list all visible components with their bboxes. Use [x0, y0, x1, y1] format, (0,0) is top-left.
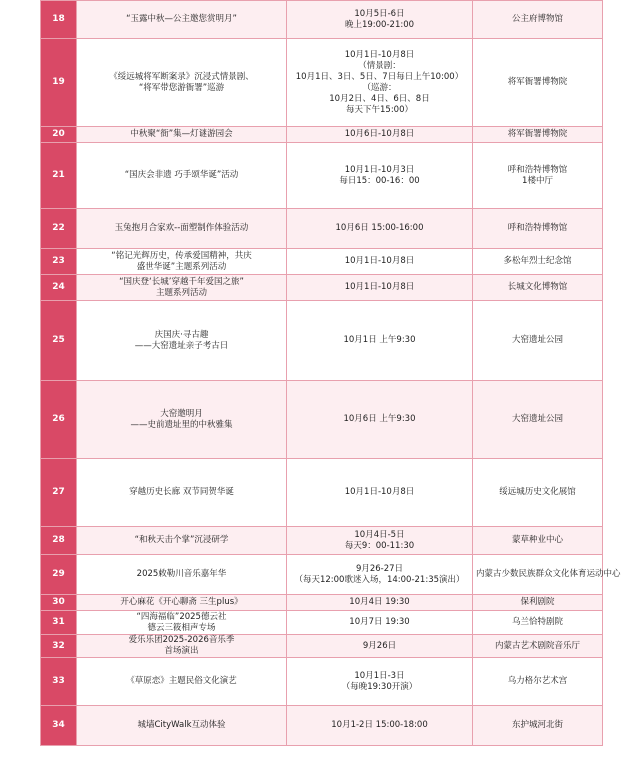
- event-venue: [473, 706, 603, 746]
- event-time-line: 10月2日、4日、6日、8日: [329, 93, 430, 104]
- event-venue: [473, 127, 603, 143]
- event-time-line: （巡游：: [362, 82, 397, 93]
- table-row: [41, 706, 603, 746]
- event-name-line: 主题系列活动: [155, 287, 207, 298]
- event-name: [77, 611, 287, 635]
- event-venue-line: 内蒙古少数民族群众文化体育运动中心: [476, 569, 621, 579]
- event-name-line: “将军带您游衙署”巡游: [138, 82, 225, 93]
- event-name-line: 庆国庆·寻古趣: [154, 329, 209, 340]
- row-number: 26: [41, 381, 77, 459]
- event-time-line: 10月1-2日 15:00-18:00: [331, 720, 428, 730]
- event-name: [77, 706, 287, 746]
- event-venue: [473, 301, 603, 381]
- event-name: [77, 555, 287, 595]
- event-name-line: 中秋聚“衙”集—灯谜游园会: [130, 129, 233, 139]
- event-time-line: （每天12:00歌迷入场，14:00-21:35演出）: [294, 574, 465, 585]
- event-name: [77, 39, 287, 127]
- event-time-line: 10月1日-10月8日: [344, 256, 415, 266]
- table-row: [41, 595, 603, 611]
- event-time-line: 晚上19:00-21:00: [344, 19, 415, 30]
- event-name-line: 盛世华诞”主题系列活动: [136, 261, 227, 272]
- event-venue: [473, 39, 603, 127]
- event-time-line: （情景剧：: [358, 60, 401, 71]
- event-venue: [473, 658, 603, 706]
- row-number: 31: [41, 611, 77, 635]
- event-venue: [473, 527, 603, 555]
- event-time: [287, 459, 473, 527]
- event-venue-line: 乌兰恰特剧院: [511, 617, 563, 627]
- table-row: [41, 209, 603, 249]
- event-time: [287, 249, 473, 275]
- row-number: 18: [41, 1, 77, 39]
- event-name-line: 爱乐乐团2025-2026音乐季: [128, 635, 235, 645]
- event-time-line: 10月4日 19:30: [349, 597, 410, 607]
- event-time-line: 每天9：00-11:30: [344, 540, 415, 551]
- table-row: [41, 1, 603, 39]
- row-number: 24: [41, 275, 77, 301]
- event-name: [77, 381, 287, 459]
- table-row: [41, 275, 603, 301]
- event-venue-line: 呼和浩特博物馆: [507, 164, 568, 175]
- event-venue: [473, 249, 603, 275]
- table-row: [41, 381, 603, 459]
- event-time: [287, 635, 473, 658]
- event-venue-line: 乌力格尔艺术宫: [507, 676, 568, 686]
- event-venue-line: 大窑遗址公园: [511, 414, 563, 424]
- table-row: [41, 555, 603, 595]
- events-table: [40, 0, 621, 746]
- event-name: [77, 527, 287, 555]
- event-time: [287, 209, 473, 249]
- event-time-line: 9月26-27日: [355, 563, 404, 574]
- row-number: 25: [41, 301, 77, 381]
- event-time-line: 10月1日 上午9:30: [343, 335, 416, 345]
- event-name: [77, 595, 287, 611]
- event-name: [77, 635, 287, 658]
- event-venue: [473, 209, 603, 249]
- event-venue-line: 蒙草种业中心: [511, 535, 563, 545]
- event-name: [77, 249, 287, 275]
- event-name: [77, 459, 287, 527]
- row-number: 32: [41, 635, 77, 658]
- table-row: [41, 39, 603, 127]
- event-venue-line: 呼和浩特博物馆: [507, 223, 568, 233]
- event-time-line: 10月1日-10月8日: [344, 49, 415, 60]
- event-name-line: 玉兔抱月合家欢--面塑制作体验活动: [114, 223, 249, 233]
- event-venue: [473, 595, 603, 611]
- table-row: [41, 611, 603, 635]
- event-venue: [473, 635, 603, 658]
- event-name-line: “和秋天击个掌”沉浸研学: [134, 535, 229, 545]
- event-name-line: “铭记光辉历史，传承爱国精神，共庆: [111, 250, 252, 261]
- event-name-line: “玉露中秋—公主邀您赏明月”: [126, 14, 237, 24]
- event-time-line: 10月7日 19:30: [349, 617, 410, 627]
- event-name-line: 首场演出: [164, 646, 199, 656]
- event-time-line: 10月5日-6日: [354, 8, 405, 19]
- event-name-line: 德云三筱相声专场: [147, 622, 216, 633]
- table-row: [41, 635, 603, 658]
- event-venue: [473, 555, 621, 595]
- event-time-line: 9月26日: [362, 640, 397, 651]
- event-name-line: 穿越历史长廊 双节同贺华诞: [129, 487, 234, 497]
- table-row: [41, 527, 603, 555]
- event-name-line: 城墙CityWalk互动体验: [137, 720, 226, 730]
- event-name-line: 《绥远城将军断案录》沉浸式情景剧、: [109, 71, 254, 82]
- event-time-line: 每天下午15:00）: [346, 104, 413, 115]
- row-number: 23: [41, 249, 77, 275]
- row-number: 29: [41, 555, 77, 595]
- row-number: 30: [41, 595, 77, 611]
- event-name: [77, 209, 287, 249]
- event-time: [287, 527, 473, 555]
- event-name-line: 大窑邀明月: [160, 408, 203, 419]
- event-time: [287, 1, 473, 39]
- row-number: 21: [41, 143, 77, 209]
- event-name-line: 2025敕勒川音乐嘉年华: [136, 569, 227, 579]
- table-row: [41, 143, 603, 209]
- event-time-line: 10月1日-3日: [354, 670, 405, 681]
- event-venue-line: 东护城河北街: [511, 720, 563, 730]
- event-name-line: ——史前遗址里的中秋雅集: [130, 419, 233, 430]
- table-row: [41, 249, 603, 275]
- event-time: [287, 595, 473, 611]
- event-time-line: 10月6日 上午9:30: [343, 414, 416, 424]
- event-time: [287, 39, 473, 127]
- event-time-line: 10月1日-10月8日: [344, 282, 415, 292]
- event-name: [77, 301, 287, 381]
- event-time-line: 10月1日-10月8日: [344, 487, 415, 497]
- table-row: [41, 127, 603, 143]
- table-row: [41, 459, 603, 527]
- event-name: [77, 658, 287, 706]
- event-venue-line: 多松年烈士纪念馆: [503, 256, 572, 266]
- event-time-line: 10月4日-5日: [354, 529, 405, 540]
- event-venue: [473, 275, 603, 301]
- row-number: 34: [41, 706, 77, 746]
- event-name: [77, 143, 287, 209]
- event-time-line: 每日15：00-16：00: [339, 175, 420, 186]
- event-venue-line: 大窑遗址公园: [511, 335, 563, 345]
- row-number: 20: [41, 127, 77, 143]
- event-time-line: （每晚19:30开演）: [341, 681, 418, 692]
- event-name-line: 《草原恋》主题民俗文化演艺: [126, 676, 237, 686]
- events-table-body: [41, 1, 621, 746]
- event-time: [287, 143, 473, 209]
- event-venue-line: 将军衙署博物院: [507, 77, 568, 87]
- event-name-line: “国庆会非遗 巧手颂华诞”活动: [124, 170, 239, 180]
- event-venue: [473, 611, 603, 635]
- event-name-line: ——大窑遗址亲子考古日: [134, 340, 229, 351]
- event-venue: [473, 459, 603, 527]
- event-venue: [473, 143, 603, 209]
- table-row: [41, 301, 603, 381]
- event-time-line: 10月6日 15:00-16:00: [335, 223, 424, 233]
- event-venue-line: 保利剧院: [520, 597, 555, 607]
- event-name: [77, 127, 287, 143]
- row-number: 22: [41, 209, 77, 249]
- table-row: [41, 658, 603, 706]
- event-time: [287, 611, 473, 635]
- row-number: 33: [41, 658, 77, 706]
- event-name-line: “四海福临”2025德云社: [136, 611, 227, 622]
- row-number: 28: [41, 527, 77, 555]
- row-number: 27: [41, 459, 77, 527]
- event-name: [77, 275, 287, 301]
- event-venue-line: 长城文化博物馆: [507, 282, 568, 292]
- event-time-line: 10月1日-10月3日: [344, 164, 415, 175]
- event-venue: [473, 1, 603, 39]
- event-venue-line: 绥远城历史文化展馆: [499, 487, 576, 497]
- event-venue: [473, 381, 603, 459]
- row-number: 19: [41, 39, 77, 127]
- event-time: [287, 381, 473, 459]
- event-venue-line: 内蒙古艺术剧院音乐厅: [494, 640, 580, 651]
- event-name: [77, 1, 287, 39]
- event-time: [287, 658, 473, 706]
- event-name-line: “国庆登‘长城’穿越千年爱国之旅”: [119, 276, 244, 287]
- event-venue-line: 公主府博物馆: [511, 14, 563, 24]
- event-time: [287, 127, 473, 143]
- event-name-line: 开心麻花《开心聊斋 三生plus》: [120, 597, 243, 607]
- event-time: [287, 301, 473, 381]
- event-venue-line: 1楼中厅: [522, 175, 553, 186]
- event-time: [287, 555, 473, 595]
- event-venue-line: 将军衙署博物院: [507, 129, 568, 139]
- event-time: [287, 706, 473, 746]
- event-time-line: 10月6日-10月8日: [344, 129, 415, 139]
- event-time-line: 10月1日、3日、5日、7日每日上午10:00）: [295, 71, 464, 82]
- event-time: [287, 275, 473, 301]
